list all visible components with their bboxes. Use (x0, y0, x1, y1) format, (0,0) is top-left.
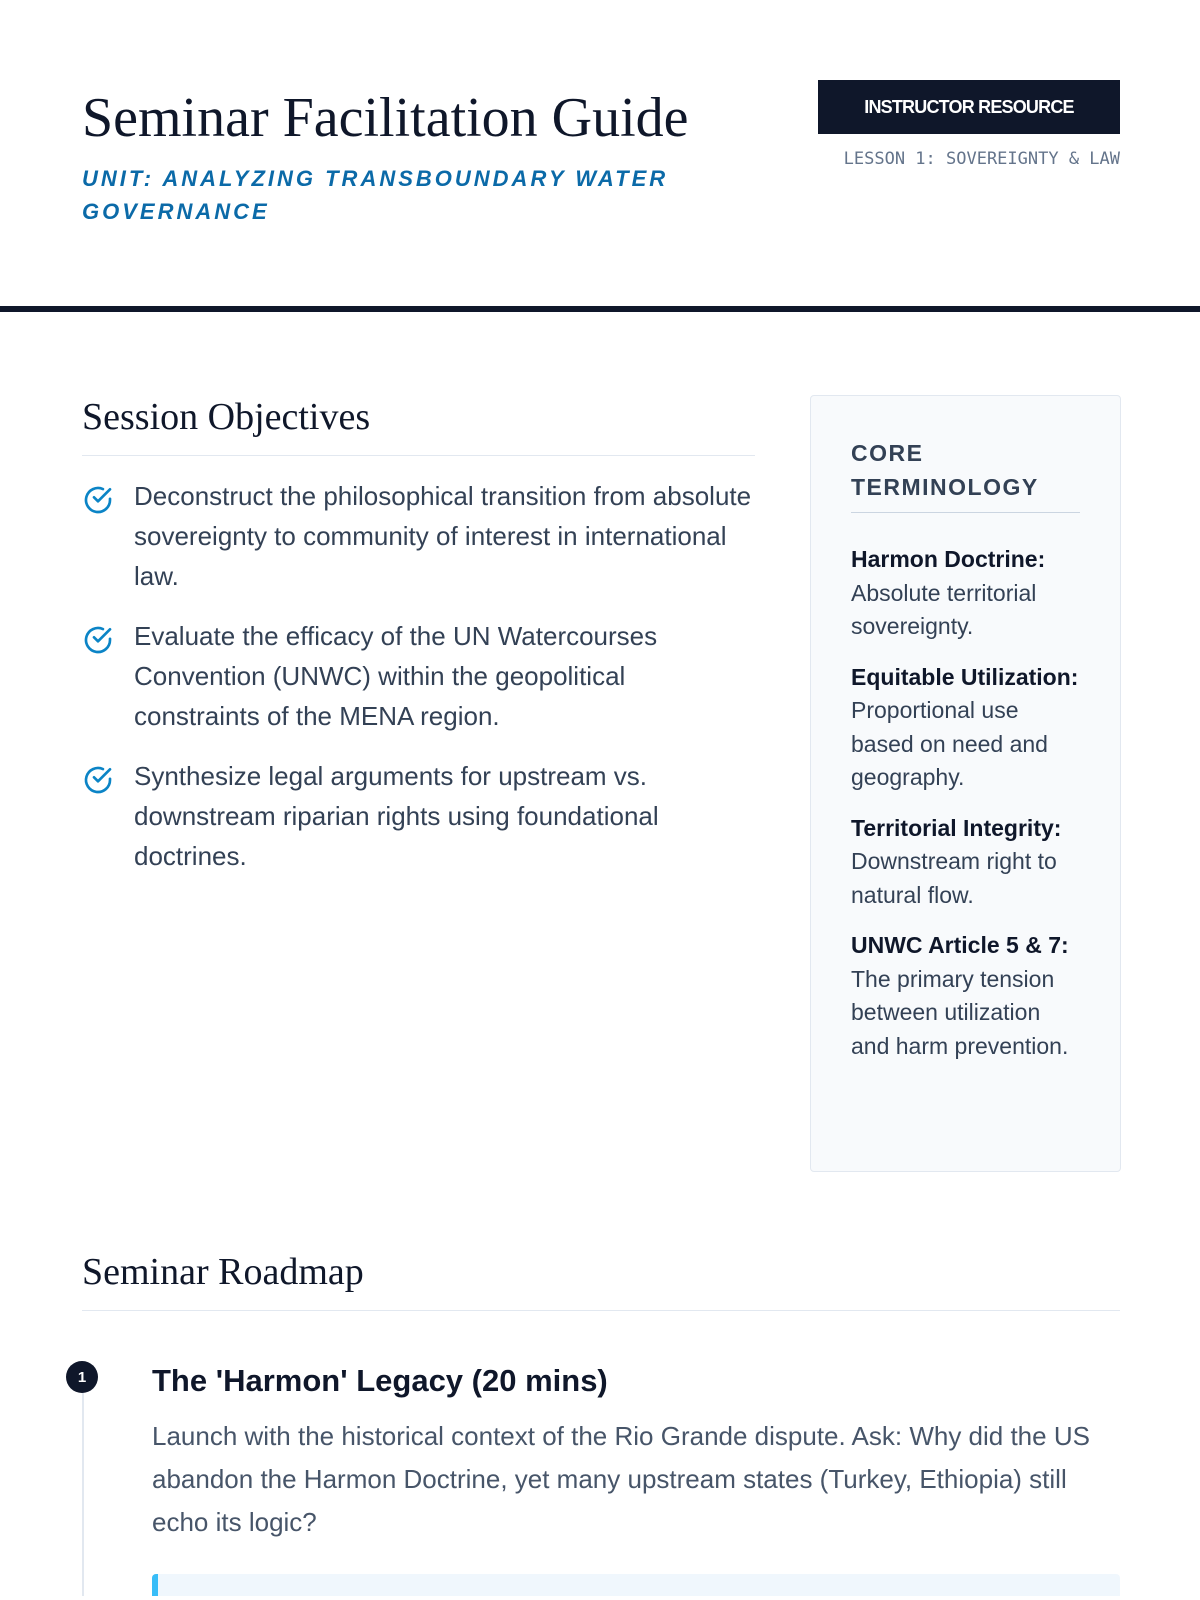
terminology-heading: CORE TERMINOLOGY (851, 436, 1080, 513)
timeline-line (82, 1377, 84, 1596)
objective-text: Deconstruct the philosophical transition from absolute sovereignty to community of interest in international law. (134, 481, 752, 591)
term-definition: Absolute territorial sovereignty. (851, 579, 1037, 639)
term-item (851, 543, 1080, 644)
check-circle-icon (82, 764, 114, 796)
term-item (851, 929, 1080, 1063)
objective-item (82, 756, 755, 876)
term-name: Harmon Doctrine: (851, 546, 1046, 572)
step-number-badge: 1 (66, 1361, 98, 1393)
objective-text: Evaluate the efficacy of the UN Watercourses Convention (UNWC) within the geopolitical constraints of the MENA region. (134, 621, 658, 731)
objectives-heading: Session Objectives (82, 395, 755, 456)
term-item (851, 812, 1080, 913)
instructor-resource-badge: INSTRUCTOR RESOURCE (818, 80, 1120, 134)
objective-text: Synthesize legal arguments for upstream vs. downstream riparian rights using foundational doctrines. (134, 761, 659, 871)
term-name: Territorial Integrity: (851, 814, 1062, 841)
step-callout (152, 1574, 1120, 1596)
term-item (851, 661, 1080, 795)
lesson-label: LESSON 1: SOVEREIGNTY & LAW (843, 149, 1120, 169)
unit-subtitle: UNIT: ANALYZING TRANSBOUNDARY WATER GOVERNANCE (82, 166, 669, 224)
roadmap-step (77, 1361, 1120, 1596)
session-objectives (82, 395, 755, 896)
objective-item (82, 476, 755, 596)
core-terminology-panel (810, 395, 1121, 1172)
roadmap-heading: Seminar Roadmap (82, 1250, 1120, 1311)
header-divider (0, 306, 1200, 312)
term-definition: The primary tension between utilization and harm prevention. (851, 965, 1069, 1059)
page-title: Seminar Facilitation Guide (82, 87, 689, 149)
page-header (82, 80, 1120, 230)
check-circle-icon (82, 624, 114, 656)
check-circle-icon (82, 484, 114, 516)
term-definition: Proportional use based on need and geography. (851, 697, 1048, 790)
term-definition: Downstream right to natural flow. (851, 848, 1057, 908)
step-title: The 'Harmon' Legacy (20 mins) (152, 1363, 608, 1398)
objective-item (82, 616, 755, 736)
step-description: Launch with the historical context of the Rio Grande dispute. Ask: Why did the US abandon the Harmon Doctrine, yet many upstream states (Turkey, Ethiopia) still echo its logic? (152, 1421, 1090, 1537)
term-name: UNWC Article 5 & 7: (851, 932, 1069, 958)
term-name: Equitable Utilization: (851, 663, 1079, 690)
seminar-roadmap (77, 1250, 1120, 1596)
